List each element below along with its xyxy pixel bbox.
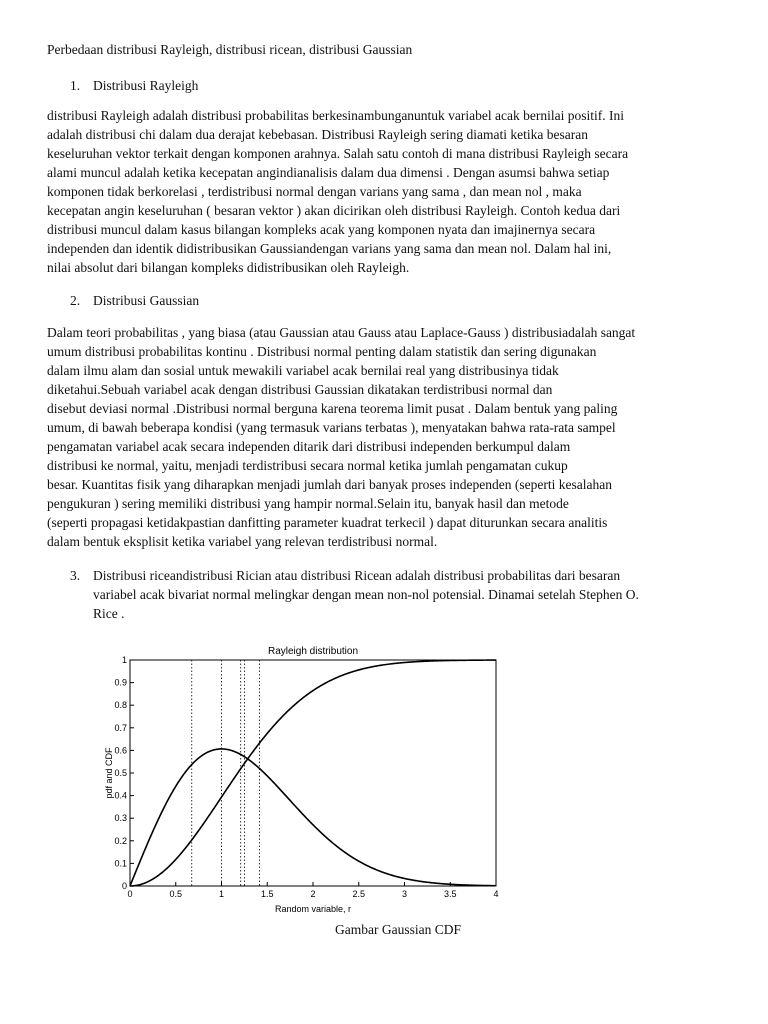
x-tick-label: 2 xyxy=(310,889,316,899)
section-2-number: 2. xyxy=(70,293,81,308)
y-tick-label: 0.7 xyxy=(114,722,127,733)
x-tick-label: 0.5 xyxy=(169,889,183,899)
paragraph-line: nilai absolut dari bilangan kompleks didistribusikan oleh Rayleigh. xyxy=(47,260,410,275)
y-tick-label: 0.1 xyxy=(114,858,127,869)
section-1-heading xyxy=(70,78,198,94)
y-tick-label: 0 xyxy=(121,881,127,891)
chart-title: Rayleigh distribution xyxy=(267,646,359,657)
paragraph-line: dalam bentuk eksplisit ketika variabel yang relevan terdistribusi normal. xyxy=(47,534,438,549)
paragraph-line: umum distribusi probabilitas kontinu . Distribusi normal penting dalam statistik dan sering digunakan xyxy=(47,344,597,359)
section-3-number: 3. xyxy=(70,568,81,583)
section-1-paragraph xyxy=(47,106,732,277)
paragraph-line: (seperti propagasi ketidakpastian danfitting parameter kuadrat terkecil ) dapat diturunkan secara analitis xyxy=(47,515,608,530)
figure-caption: Gambar Gaussian CDF xyxy=(335,922,461,937)
section-2-heading xyxy=(70,293,199,309)
paragraph-line: independen dan identik didistribusikan Gaussiandengan varians yang sama dan mean nol. Dalam hal ini, xyxy=(47,241,612,256)
y-tick-label: 0.4 xyxy=(114,790,127,801)
y-tick-label: 0.6 xyxy=(114,745,127,756)
x-tick-label: 3 xyxy=(401,889,408,899)
x-axis-label: Random variable, r xyxy=(274,904,352,914)
paragraph-line: umum, di bawah beberapa kondisi (yang termasuk varians terbatas ), menyatakan bahwa rata-rata sampel xyxy=(47,420,616,435)
paragraph-line: komponen tidak berkorelasi , terdistribusi normal dengan varians yang sama , dan mean nol , maka xyxy=(47,184,582,199)
paragraph-line: Rice . xyxy=(93,606,125,621)
x-tick-label: 1.5 xyxy=(260,889,274,899)
paragraph-line: alami muncul adalah ketika kecepatan angindianalisis dalam dua dimensi . Dengan asumsi bahwa setiap xyxy=(47,165,610,180)
paragraph-line: Distribusi riceandistribusi Rician atau distribusi Ricean adalah distribusi probabilitas dari besaran xyxy=(93,568,621,583)
paragraph-line: pengamatan variabel acak secara independen ditarik dari distribusi independen berkumpul dalam xyxy=(47,439,571,454)
section-3-item xyxy=(70,566,730,623)
paragraph-line: diketahui.Sebuah variabel acak dengan distribusi Gaussian dikatakan terdistribusi normal dan xyxy=(47,382,553,397)
x-tick-label: 4 xyxy=(493,889,499,899)
section-2-title: Distribusi Gaussian xyxy=(93,293,200,308)
x-tick-label: 0 xyxy=(127,889,133,899)
paragraph-line: keseluruhan vektor terkait dengan komponen arahnya. Salah satu contoh di mana distribusi Rayleigh secara xyxy=(47,146,629,161)
document-title: Perbedaan distribusi Rayleigh, distribusi ricean, distribusi Gaussian xyxy=(47,42,413,57)
paragraph-line: dalam ilmu alam dan sosial untuk mewakili variabel acak bernilai real yang distribusinya tidak xyxy=(47,363,559,378)
paragraph-line: distribusi Rayleigh adalah distribusi probabilitas berkesinambunganuntuk variabel acak bernilai positif. Ini xyxy=(47,108,624,123)
x-tick-label: 2.5 xyxy=(352,889,366,899)
y-tick-label: 0.8 xyxy=(114,700,127,711)
rayleigh-figure xyxy=(100,640,510,920)
section-1-title: Distribusi Rayleigh xyxy=(93,78,199,93)
paragraph-line: disebut deviasi normal .Distribusi normal berguna karena teorema limit pusat . Dalam bentuk yang paling xyxy=(47,401,618,416)
x-tick-label: 1 xyxy=(218,889,225,899)
paragraph-line: adalah distribusi chi dalam dua derajat kebebasan. Distribusi Rayleigh sering diamati ketika besaran xyxy=(47,127,588,142)
section-1-number: 1. xyxy=(70,78,81,93)
y-tick-label: 0.2 xyxy=(114,835,127,846)
paragraph-line: distribusi muncul dalam kasus bilangan kompleks acak yang komponen nyata dan imajinernya secara xyxy=(47,222,596,237)
section-2-paragraph xyxy=(47,323,732,551)
y-tick-label: 0.3 xyxy=(114,813,127,824)
y-tick-label: 1 xyxy=(121,655,127,665)
x-tick-label: 3.5 xyxy=(443,889,457,899)
paragraph-line: variabel acak bivariat normal melingkar dengan mean non-nol potensial. Dinamai setelah Stephen O. xyxy=(93,587,639,602)
reference-lines xyxy=(192,660,260,886)
paragraph-line: kecepatan angin keseluruhan ( besaran vektor ) akan dicirikan oleh distribusi Rayleigh. Contoh kedua dari xyxy=(47,203,621,218)
pdf-curve xyxy=(130,749,496,886)
y-axis-label: pdf and CDF xyxy=(104,747,114,799)
paragraph-line: Dalam teori probabilitas , yang biasa (atau Gaussian atau Gauss atau Laplace-Gauss ) distribusiadalah sangat xyxy=(47,325,636,340)
y-tick-label: 0.5 xyxy=(114,768,127,778)
paragraph-line: pengukuran ) sering memiliki distribusi yang hampir normal.Selain itu, banyak hasil dan metode xyxy=(47,496,569,511)
paragraph-line: besar. Kuantitas fisik yang diharapkan menjadi jumlah dari banyak proses independen (seperti kesalahan xyxy=(47,477,612,492)
rayleigh-chart xyxy=(100,640,510,920)
paragraph-line: distribusi ke normal, yaitu, menjadi terdistribusi secara normal ketika jumlah pengamatan cukup xyxy=(47,458,568,473)
curves xyxy=(130,660,496,886)
y-tick-label: 0.9 xyxy=(114,677,127,688)
